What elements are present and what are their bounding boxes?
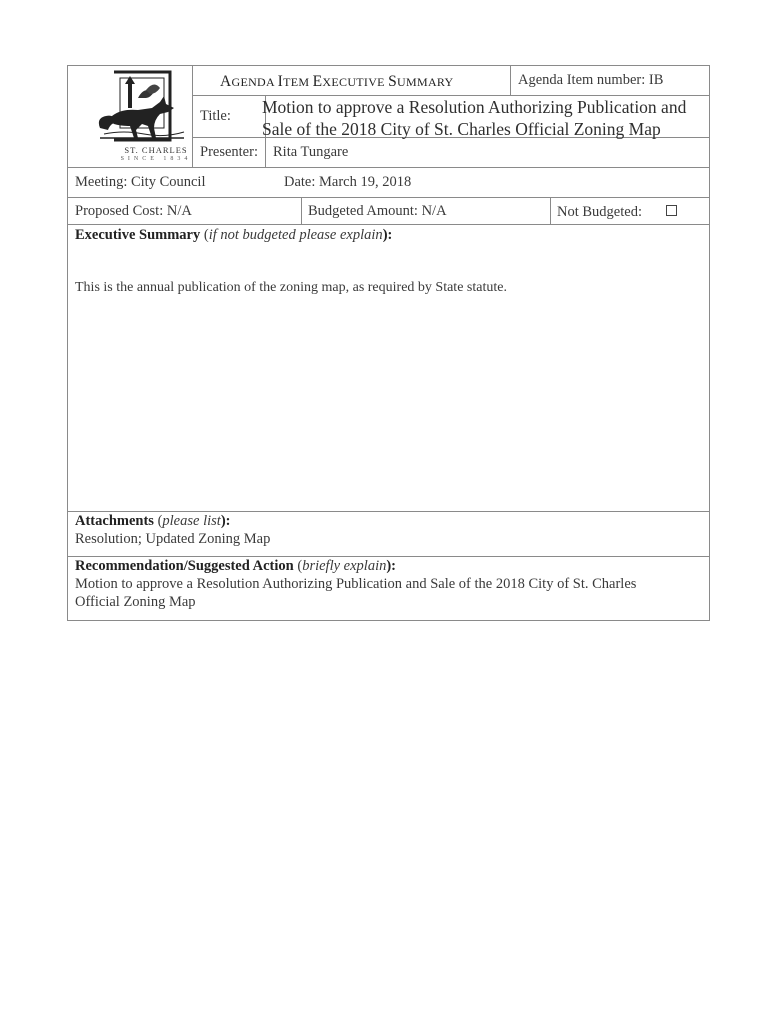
agenda-item-number: Agenda Item number: IB (518, 72, 664, 88)
cost-divider-2 (550, 197, 551, 224)
title-line-1: Motion to approve a Resolution Authorizing Publication and (262, 97, 687, 117)
executive-summary-body: This is the annual publication of the zoning map, as required by State statute. (75, 280, 507, 295)
executive-summary-hint: if not budgeted please explain (208, 227, 383, 243)
recommendation-hint: briefly explain (302, 558, 387, 574)
recommendation-line-2: Official Zoning Map (75, 594, 196, 610)
recommendation-rule-top (68, 556, 710, 557)
proposed-cost: Proposed Cost: N/A (75, 203, 192, 219)
st-charles-logo (94, 68, 194, 166)
recommendation-label: Recommendation/Suggested Action (75, 558, 294, 574)
executive-summary-heading: Executive Summary (if not budgeted please explain): (75, 227, 393, 243)
meeting-field: Meeting: City Council (75, 174, 206, 190)
presenter-label: Presenter: (200, 144, 258, 160)
title-value (262, 96, 686, 140)
attachments-rule-top (68, 511, 710, 512)
budgeted-amount: Budgeted Amount: N/A (308, 203, 447, 219)
agenda-number-divider (510, 66, 511, 95)
not-budgeted-label: Not Budgeted: (557, 204, 642, 220)
logo-name: ST. CHARLES (124, 145, 188, 155)
attachments-hint: please list (162, 513, 221, 529)
attachments-label: Attachments (75, 513, 154, 529)
cost-rule-top (68, 197, 710, 198)
title-label: Title: (200, 108, 231, 124)
presenter-value: Rita Tungare (273, 144, 349, 160)
attachments-body: Resolution; Updated Zoning Map (75, 531, 271, 547)
title-line-2: Sale of the 2018 City of St. Charles Official Zoning Map (262, 119, 661, 139)
attachments-heading: Attachments (please list): (75, 513, 231, 529)
not-budgeted-checkbox[interactable] (666, 205, 677, 216)
form-title: AGENDA ITEM EXECUTIVE SUMMARY (220, 73, 454, 90)
agenda-summary-form (67, 65, 710, 621)
recommendation-heading: Recommendation/Suggested Action (briefly explain): (75, 558, 397, 574)
recommendation-line-1: Motion to approve a Resolution Authorizing Publication and Sale of the 2018 City of St. Charles (75, 576, 637, 592)
summary-rule-top (68, 224, 710, 225)
fox-emblem-icon (94, 68, 194, 144)
date-field: Date: March 19, 2018 (284, 174, 412, 190)
logo-since: SINCE 1834 (120, 156, 192, 162)
executive-summary-label: Executive Summary (75, 227, 201, 243)
meeting-rule-top (68, 167, 710, 168)
cost-divider-1 (301, 197, 302, 224)
